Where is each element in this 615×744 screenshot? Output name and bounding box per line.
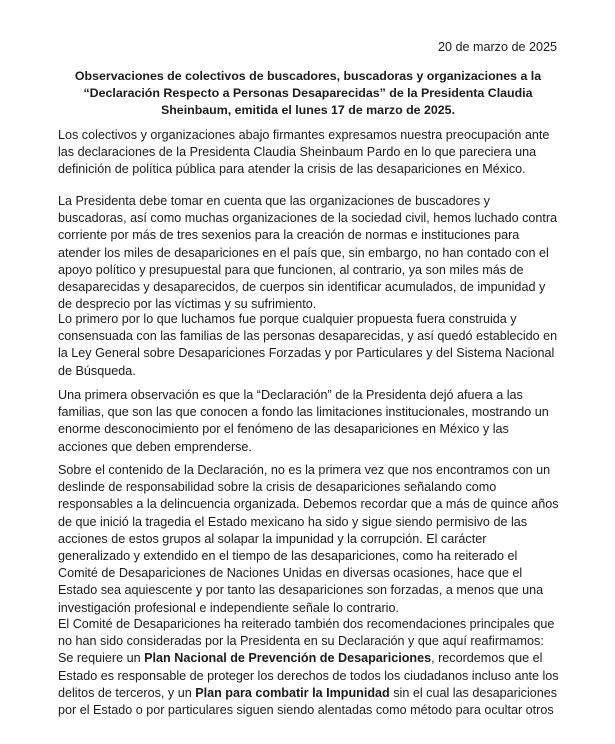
paragraph-6-middle: , recordemos que el Estado es responsable de proteger los derechos de todos los ciudadanos incluso ante los delitos de terceros, y un — [58, 651, 559, 700]
paragraph-5: Sobre el contenido de la Declaración, no es la primera vez que nos encontramos con un deslinde de responsabilidad sobre la crisis de desapariciones señalando como responsables a la delincuencia organizada. Debemos recordar que a más de quince años de que inició la tragedia el Estado mexicano ha sido y sigue siendo permisivo de las acciones de estos grupos al solapar la impunidad y la corrupción. El carácter generalizado y extendido en el tiempo de las desapariciones, como ha reiterado el Comité de Desapariciones de Naciones Unidas en diversas ocasiones, hace que el Estado sea aquiescente y por tanto las desapariciones son forzadas, a menos que una investigación profesional e independiente señale lo contrario. — [58, 463, 559, 615]
document-title: Observaciones de colectivos de buscadores, buscadoras y organizaciones a la “Declaración Respecto a Personas Desaparecidas” de la Presidenta Claudia Sheinbaum, emitida el lunes 17 de marzo de 2025. — [74, 69, 542, 117]
paragraph-6-bold-plan-prevencion: Plan Nacional de Prevención de Desapariciones — [144, 651, 432, 666]
paragraph-6-end: sin el cual las desapariciones por el Estado o por particulares siguen siendo alentadas como método para ocultar otros — [58, 685, 558, 718]
paragraph-6-intro: El Comité de Desapariciones ha reiterado también dos recomendaciones principales que no han sido consideradas por la Presidenta en su Declaración y que aquí reafirmamos: Se requiere un — [58, 617, 555, 666]
paragraph-1: Los colectivos y organizaciones abajo firmantes expresamos nuestra preocupación ante las declaraciones de la Presidenta Claudia Sheinbaum Pardo en lo que pareciera una definición de política pública para atender la crisis de las desapariciones en México. — [58, 128, 550, 177]
paragraph-2: La Presidenta debe tomar en cuenta que las organizaciones de buscadores y buscadoras, así como muchas organizaciones de la sociedad civil, hemos luchado contra corriente por más de tres sexenios para la creación de normas e instituciones para atender los miles de desapariciones en el país que, sin embargo, no han contado con el apoyo político y presupuestal para que funcionen, al contrario, ya son miles más de desaparecidas y desaparecidos, de cuerpos sin identificar acumulados, de impunidad y de desprecio por las víctimas y su sufrimiento. — [58, 194, 558, 312]
paragraph-6 — [58, 616, 560, 719]
paragraph-3: Lo primero por lo que luchamos fue porque cualquier propuesta fuera construida y consensuada con las familias de las personas desaparecidas, y así quedó establecido en la Ley General sobre Desapariciones Forzadas y por Particulares y del Sistema Nacional de Búsqueda. — [58, 312, 558, 378]
paragraph-4: Una primera observación es que la “Declaración” de la Presidenta dejó afuera a las familias, que son las que conocen a fondo las limitaciones institucionales, mostrando un enorme desconocimiento por el fenómeno de las desapariciones en México y las acciones que deben emprenderse. — [58, 388, 549, 454]
paragraph-6-bold-plan-impunidad: Plan para combatir la Impunidad — [195, 685, 390, 700]
document-date: 20 de marzo de 2025 — [437, 40, 557, 54]
